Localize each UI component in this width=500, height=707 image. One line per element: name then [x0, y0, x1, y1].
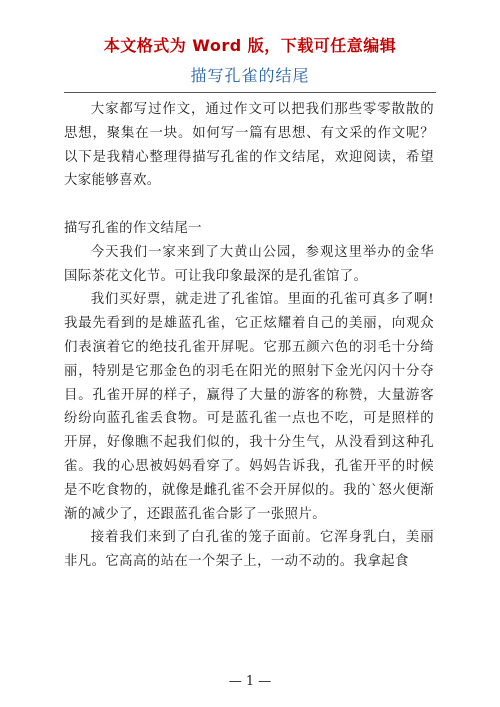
document-body	[64, 98, 434, 574]
word-format-banner: 本文格式为 Word 版，下载可任意编辑	[103, 36, 397, 55]
intro-paragraph: 大家都写过作文，通过作文可以把我们那些零零散散的思想，聚集在一块。如何写一篇有思想、有文采的作文呢？以下是我精心整理得描写孔雀的作文结尾，欢迎阅读，希望大家能够喜欢。	[64, 102, 434, 189]
body-paragraph: 接着我们来到了白孔雀的笼子面前。它浑身乳白，美丽非凡。它高高的站在一个架子上，一动不动的。我拿起食	[64, 530, 434, 570]
body-paragraph: 我们买好票，就走进了孔雀馆。里面的孔雀可真多了啊!我最先看到的是雄蓝孔雀，它正炫耀着自己的美丽，向观众们表演着它的绝技孔雀开屏呢。它那五颜六色的羽毛十分绮丽，特别是它那金色的羽毛在阳光的照射下金光闪闪十分夺目。孔雀开屏的样子，赢得了大量的游客的称赞，大量游客纷纷向蓝孔雀丢食物。可是蓝孔雀一点也不吃，可是照样的开屏，好像瞧不起我们似的，我十分生气，从没看到这种孔雀。我的心思被妈妈看穿了。妈妈告诉我，孔雀开平的时候是不吃食物的，就像是雌孔雀不会开屏似的。我的`怒火便渐渐的减少了，还跟蓝孔雀合影了一张照片。	[64, 292, 434, 522]
header-divider	[64, 92, 436, 93]
page-title: 描写孔雀的结尾	[190, 66, 310, 85]
body-paragraph: 今天我们一家来到了大黄山公园，参观这里举办的金华国际茶花文化节。可让我印象最深的是孔雀馆了。	[64, 244, 434, 284]
section-heading: 描写孔雀的作文结尾一	[64, 220, 202, 236]
page-number: — 1 —	[228, 674, 272, 689]
